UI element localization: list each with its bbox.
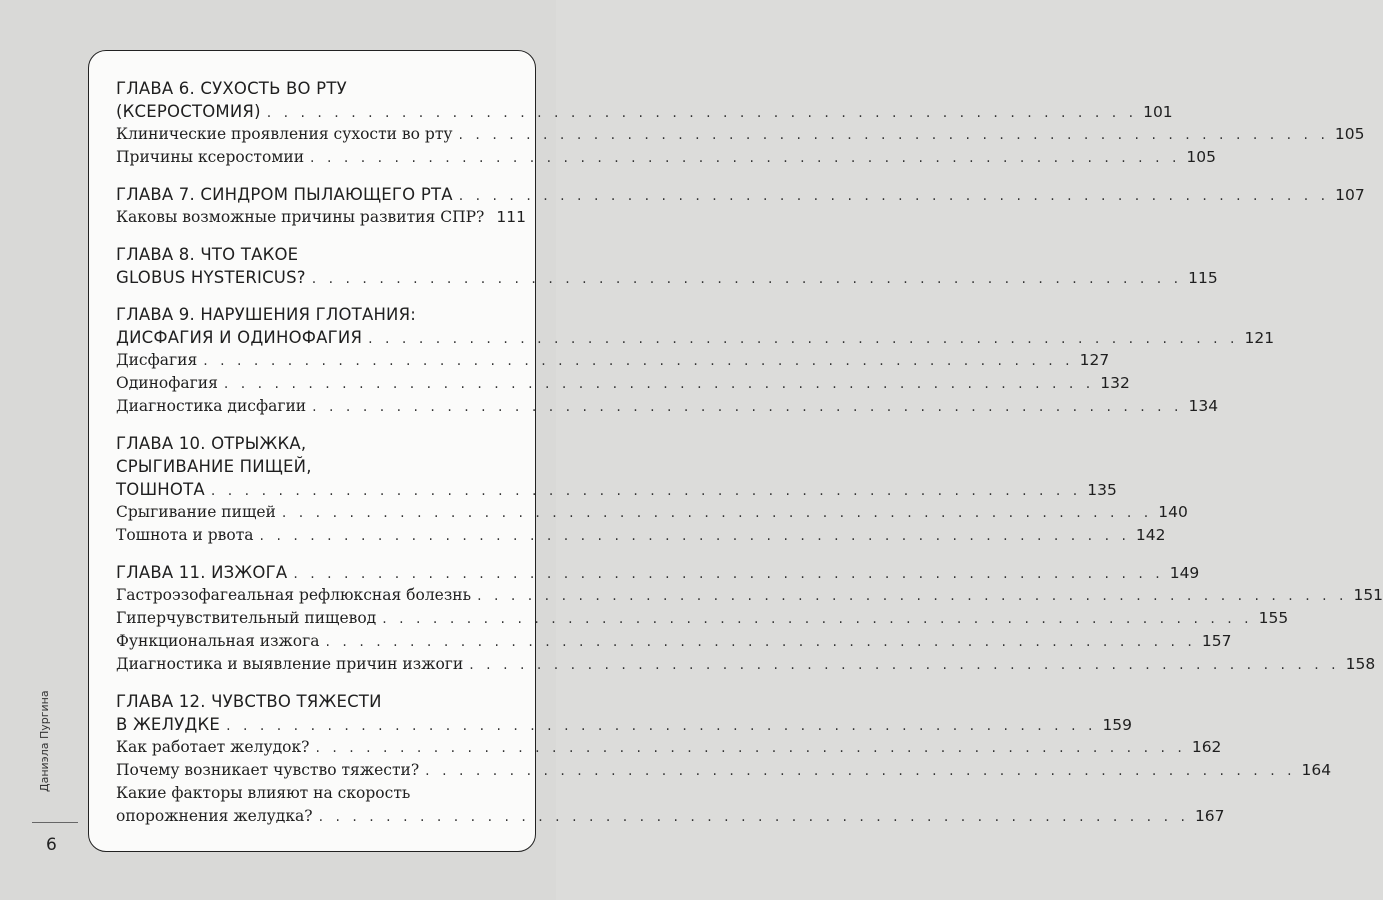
entry-title: Клинические проявления сухости во рту xyxy=(116,125,453,143)
chapter-heading-line xyxy=(116,561,1200,584)
page-ref: 164 xyxy=(1301,761,1332,779)
chapter-heading-line xyxy=(116,455,517,478)
dot-leader xyxy=(312,396,1182,419)
page-ref: 140 xyxy=(1158,503,1188,521)
entry-title: Тошнота и рвота xyxy=(116,526,254,544)
page-ref: 135 xyxy=(1087,481,1117,499)
dot-leader xyxy=(425,760,1295,783)
page-ref: 155 xyxy=(1258,609,1289,627)
dot-leader xyxy=(459,185,1329,208)
chapter-title: (КСЕРОСТОМИЯ) xyxy=(116,102,261,121)
entry-title: Гастроэзофагеальная рефлюксная болезнь xyxy=(116,586,472,604)
toc-entry xyxy=(116,805,1225,828)
chapter-heading-line xyxy=(116,303,517,326)
page-ref: 107 xyxy=(1335,186,1365,204)
page-ref: 157 xyxy=(1201,632,1232,650)
toc-section xyxy=(116,77,1365,169)
page-number-divider xyxy=(32,822,78,823)
dot-leader xyxy=(267,102,1137,125)
toc-entry xyxy=(116,524,1166,547)
page-ref: 127 xyxy=(1079,351,1110,369)
chapter-title: ТОШНОТА xyxy=(116,480,205,499)
entry-title: Причины ксеростомии xyxy=(116,148,305,166)
chapter-title: ГЛАВА 12. ЧУВСТВО ТЯЖЕСТИ xyxy=(116,692,382,711)
page-ref: 162 xyxy=(1191,738,1222,756)
toc-entry xyxy=(116,759,1332,782)
entry-title: Срыгивание пищей xyxy=(116,503,276,521)
page-ref: 105 xyxy=(1186,148,1217,166)
chapter-heading-line xyxy=(116,478,1117,501)
toc-entry xyxy=(116,736,1222,759)
dot-leader xyxy=(226,715,1096,738)
dot-leader xyxy=(477,585,1347,608)
chapter-title: ГЛАВА 6. СУХОСТЬ ВО РТУ xyxy=(116,79,347,98)
dot-leader xyxy=(282,502,1152,525)
chapter-title: ГЛАВА 7. СИНДРОМ ПЫЛАЮЩЕГО РТА xyxy=(116,185,453,204)
toc-section xyxy=(116,690,1332,828)
page-ref: 105 xyxy=(1334,125,1365,143)
toc-entry xyxy=(116,206,526,229)
chapter-heading-line xyxy=(116,100,1173,123)
dot-leader xyxy=(312,268,1182,291)
page-ref: 159 xyxy=(1102,716,1133,734)
toc-section xyxy=(116,303,1275,418)
chapter-heading-line xyxy=(116,183,1365,206)
page-ref: 142 xyxy=(1135,526,1166,544)
toc-entry xyxy=(116,584,1383,607)
dot-leader xyxy=(315,737,1185,760)
page-ref: 149 xyxy=(1169,564,1200,582)
chapter-title: СРЫГИВАНИЕ ПИЩЕЙ, xyxy=(116,457,312,476)
dot-leader xyxy=(469,654,1339,677)
page-ref: 101 xyxy=(1143,103,1173,121)
dot-leader xyxy=(293,563,1163,586)
toc-section xyxy=(116,432,1188,547)
toc-entry xyxy=(116,123,1365,146)
entry-title: Функциональная изжога xyxy=(116,632,320,650)
dot-leader xyxy=(382,608,1252,631)
chapter-title: В ЖЕЛУДКЕ xyxy=(116,715,221,734)
running-author: Даниэла Пургина xyxy=(38,690,51,792)
page-ref: 134 xyxy=(1188,397,1219,415)
dot-leader xyxy=(224,373,1094,396)
chapter-heading-line xyxy=(116,690,517,713)
table-of-contents xyxy=(116,77,1383,842)
entry-title: Как работает желудок? xyxy=(116,738,310,756)
dot-leader xyxy=(459,124,1329,147)
dot-leader xyxy=(326,631,1196,654)
toc-entry xyxy=(116,349,1110,372)
chapter-title: GLOBUS HYSTERICUS? xyxy=(116,268,306,287)
page-ref: 111 xyxy=(496,208,526,226)
chapter-heading-line xyxy=(116,432,517,455)
entry-title: Каковы возможные причины развития СПР? xyxy=(116,208,485,226)
entry-title: Гиперчувствительный пищевод xyxy=(116,609,377,627)
page-ref: 158 xyxy=(1345,655,1376,673)
entry-title: Дисфагия xyxy=(116,351,198,369)
dot-leader xyxy=(368,328,1238,351)
chapter-title: ДИСФАГИЯ И ОДИНОФАГИЯ xyxy=(116,328,363,347)
chapter-heading-line xyxy=(116,713,1133,736)
chapter-title: ГЛАВА 11. ИЗЖОГА xyxy=(116,563,288,582)
toc-entry xyxy=(116,782,517,805)
chapter-heading-line xyxy=(116,326,1275,349)
toc-entry xyxy=(116,653,1376,676)
page-number: 6 xyxy=(46,835,57,855)
entry-title: Почему возникает чувство тяжести? xyxy=(116,761,420,779)
chapter-title: ГЛАВА 10. ОТРЫЖКА, xyxy=(116,434,307,453)
page-ref: 151 xyxy=(1353,586,1383,604)
chapter-title: ГЛАВА 9. НАРУШЕНИЯ ГЛОТАНИЯ: xyxy=(116,305,417,324)
chapter-heading-line xyxy=(116,243,517,266)
dot-leader xyxy=(203,350,1073,373)
page-ref: 121 xyxy=(1244,329,1275,347)
page-ref: 132 xyxy=(1100,374,1130,392)
toc-section xyxy=(116,561,1383,676)
page-ref: 115 xyxy=(1188,269,1218,287)
toc-entry xyxy=(116,372,1130,395)
entry-title: Диагностика и выявление причин изжоги xyxy=(116,655,464,673)
dot-leader xyxy=(260,525,1130,548)
chapter-heading-line xyxy=(116,77,517,100)
dot-leader xyxy=(310,147,1180,170)
entry-title: Одинофагия xyxy=(116,374,218,392)
chapter-heading-line xyxy=(116,266,1218,289)
toc-section xyxy=(116,243,1218,289)
chapter-title: ГЛАВА 8. ЧТО ТАКОЕ xyxy=(116,245,299,264)
dot-leader xyxy=(211,480,1081,503)
toc-entry xyxy=(116,607,1289,630)
entry-title: Диагностика дисфагии xyxy=(116,397,307,415)
toc-entry xyxy=(116,630,1232,653)
toc-entry xyxy=(116,146,1217,169)
toc-section xyxy=(116,183,1365,229)
page-ref: 167 xyxy=(1194,807,1225,825)
toc-entry xyxy=(116,395,1219,418)
entry-title: опорожнения желудка? xyxy=(116,807,313,825)
dot-leader xyxy=(319,806,1189,829)
entry-title: Какие факторы влияют на скорость xyxy=(116,784,411,802)
toc-entry xyxy=(116,501,1188,524)
